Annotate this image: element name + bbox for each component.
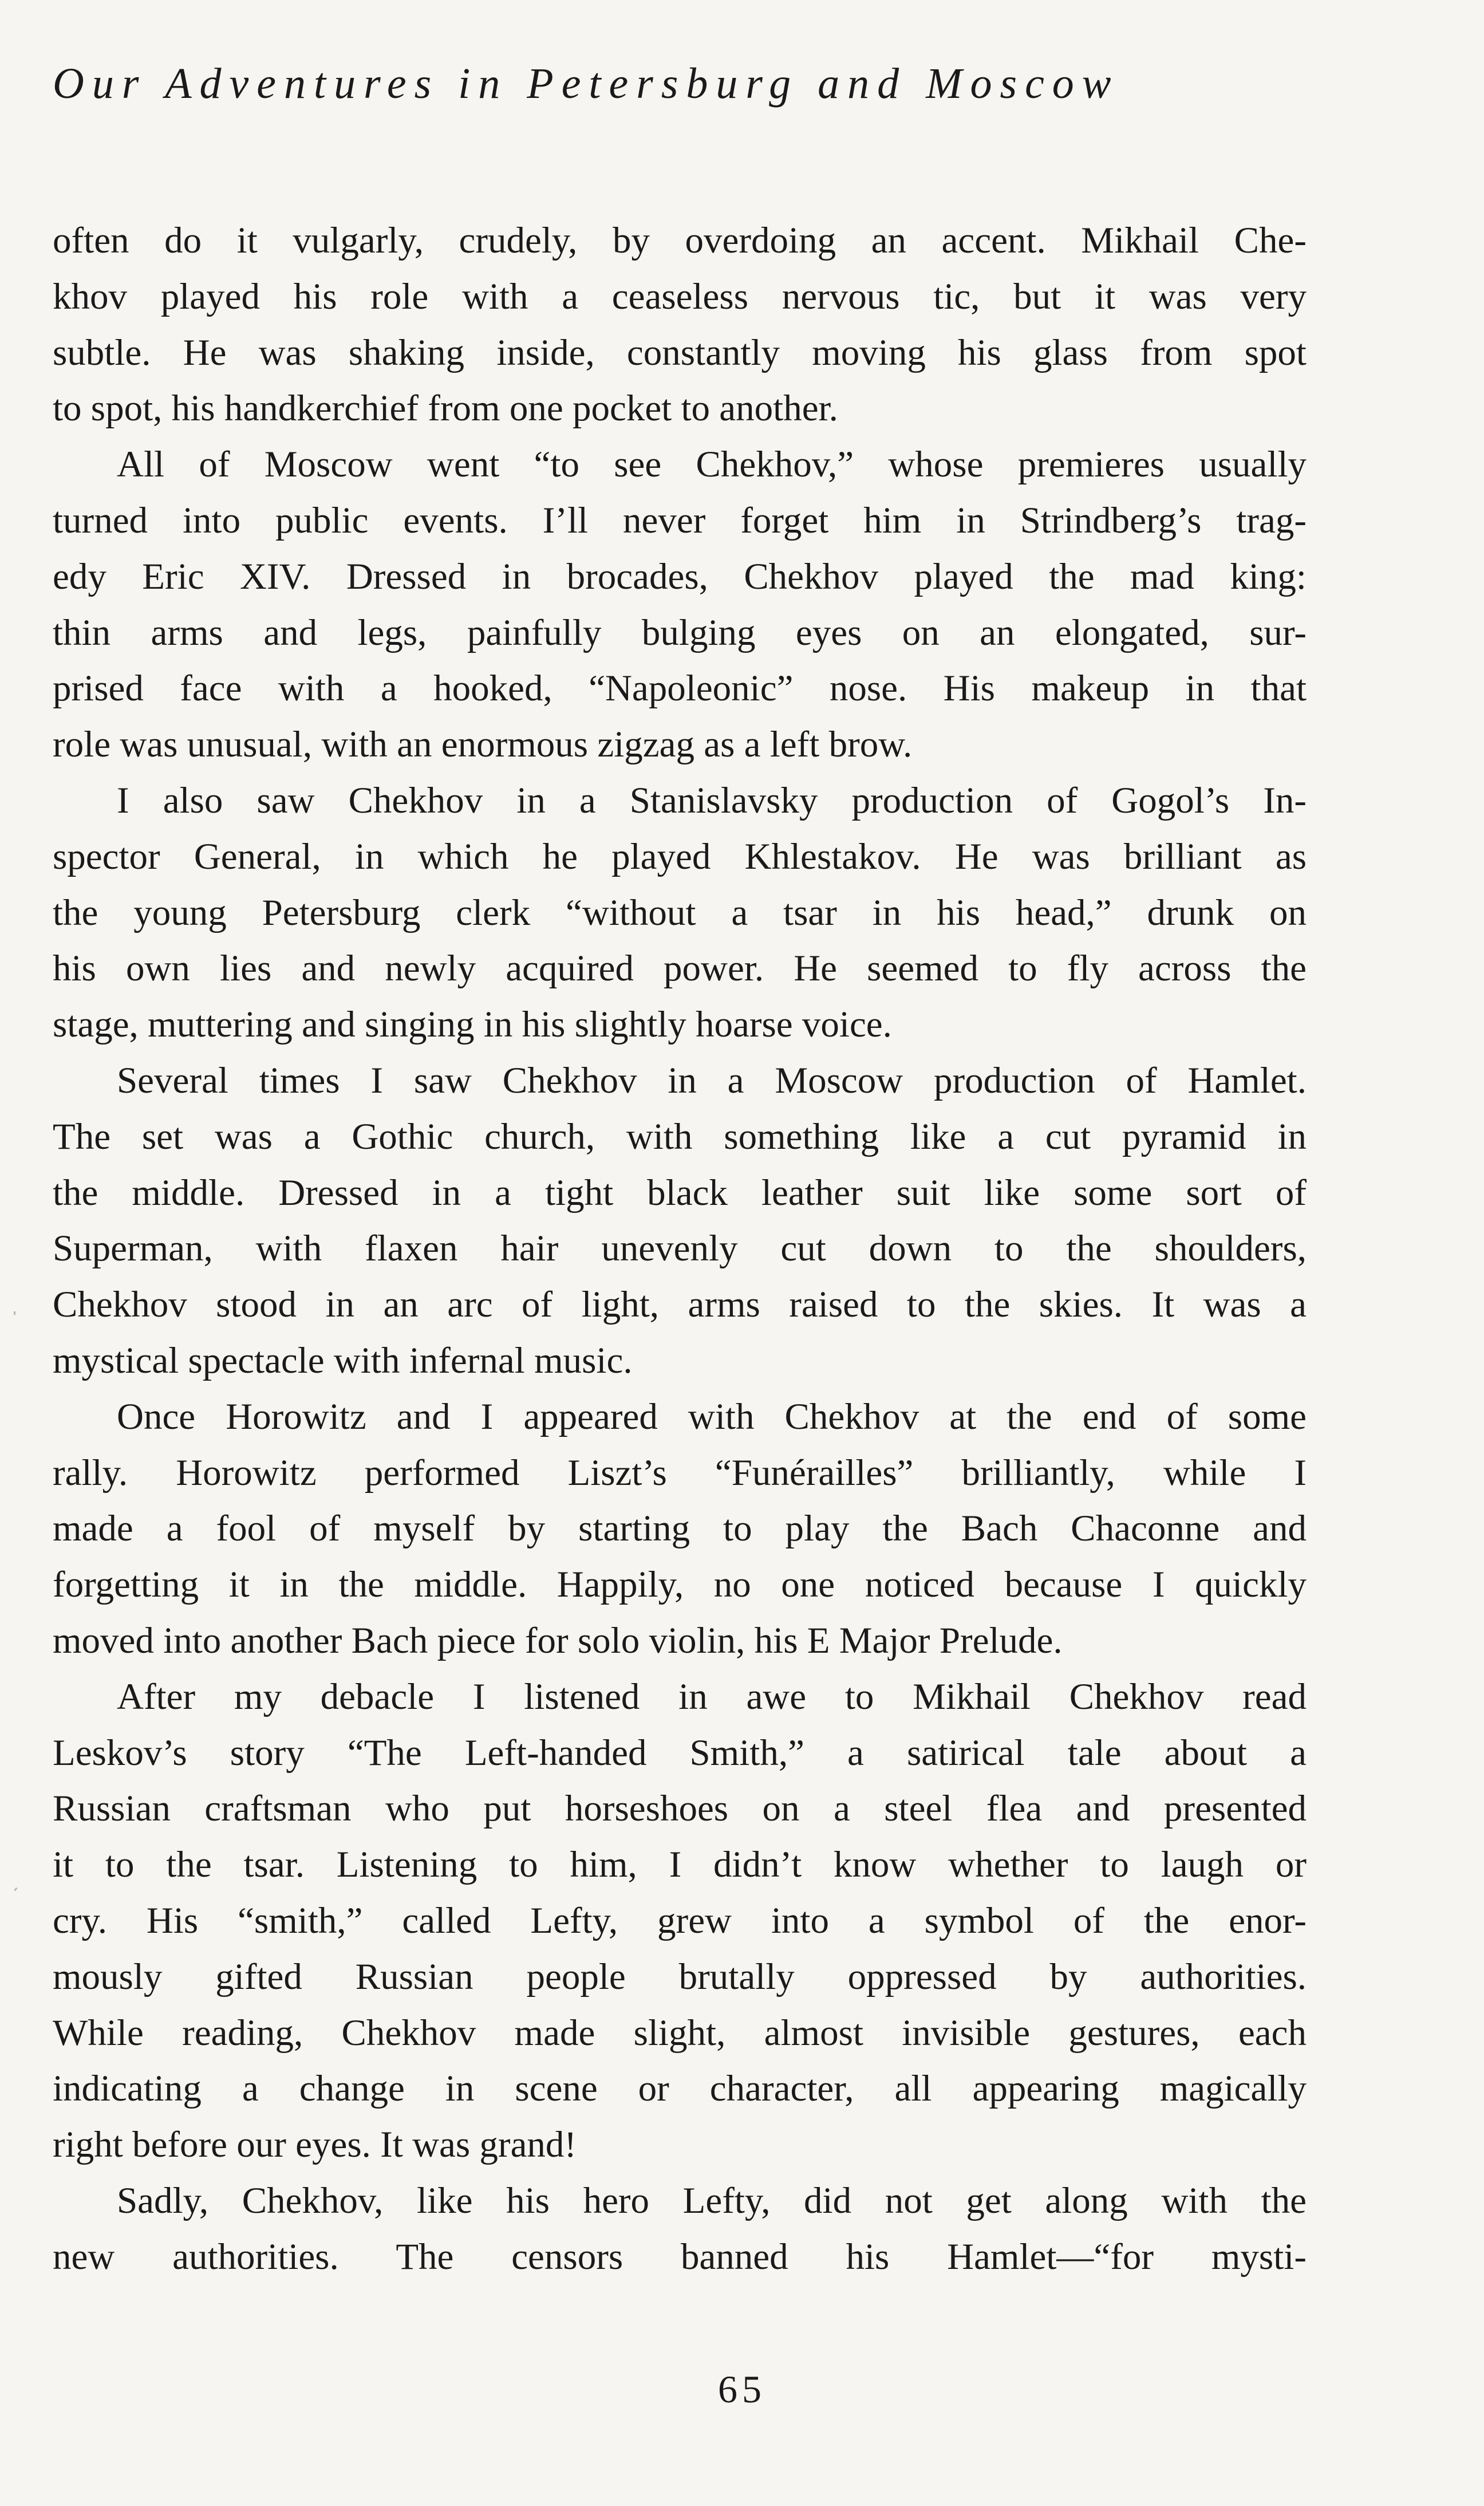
text-line: indicating a change in scene or character, all appearing magically xyxy=(53,2068,1307,2110)
text-line: All of Moscow went “to see Chekhov,” whose premieres usually xyxy=(117,444,1307,486)
text-line: While reading, Chekhov made slight, almost invisible gestures, each xyxy=(53,2012,1307,2054)
text-line: the young Petersburg clerk “without a tsar in his head,” drunk on xyxy=(53,892,1307,933)
text-line: edy Eric XIV. Dressed in brocades, Chekhov played the mad king: xyxy=(53,555,1307,597)
text-line: it to the tsar. Listening to him, I didn’t know whether to laugh or xyxy=(53,1844,1307,1886)
text-line: khov played his role with a ceaseless nervous tic, but it was very xyxy=(53,275,1307,317)
page-number: 65 xyxy=(718,2367,766,2411)
text-line: Several times I saw Chekhov in a Moscow production of Hamlet. xyxy=(117,1059,1307,1101)
text-line: turned into public events. I’ll never forget him in Strindberg’s trag- xyxy=(53,499,1307,541)
text-line: right before our eyes. It was grand! xyxy=(53,2124,577,2166)
text-line: thin arms and legs, painfully bulging eyes on an elongated, sur- xyxy=(53,612,1307,653)
text-line: moved into another Bach piece for solo violin, his E Major Prelude. xyxy=(53,1620,1063,1661)
page-speck xyxy=(14,1888,18,1892)
text-line: spector General, in which he played Khlestakov. He was brilliant as xyxy=(53,836,1307,877)
text-line: The set was a Gothic church, with something like a cut pyramid in xyxy=(53,1116,1307,1157)
text-line: made a fool of myself by starting to play the Bach Chaconne and xyxy=(53,1508,1307,1550)
text-line: mously gifted Russian people brutally oppressed by authorities. xyxy=(53,1956,1307,1997)
text-line: prised face with a hooked, “Napoleonic” nose. His makeup in that xyxy=(53,668,1307,710)
text-line: Once Horowitz and I appeared with Chekhov at the end of some xyxy=(117,1396,1307,1437)
text-line: often do it vulgarly, crudely, by overdoing an accent. Mikhail Che- xyxy=(53,220,1307,261)
text-line: his own lies and newly acquired power. He seemed to fly across the xyxy=(53,948,1307,990)
text-line: Superman, with flaxen hair unevenly cut down to the shoulders, xyxy=(53,1228,1307,1270)
text-line: After my debacle I listened in awe to Mikhail Chekhov read xyxy=(117,1676,1307,1717)
text-line: I also saw Chekhov in a Stanislavsky production of Gogol’s In- xyxy=(117,779,1307,821)
text-line: Russian craftsman who put horseshoes on a steel flea and presented xyxy=(53,1788,1307,1830)
page-speck xyxy=(14,1311,15,1315)
text-line: the middle. Dressed in a tight black leather suit like some sort of xyxy=(53,1172,1307,1213)
text-line: Chekhov stood in an arc of light, arms raised to the skies. It was a xyxy=(53,1284,1307,1326)
running-head: Our Adventures in Petersburg and Moscow xyxy=(53,60,1119,108)
text-line: Sadly, Chekhov, like his hero Lefty, did not get along with the xyxy=(117,2180,1307,2221)
text-line: role was unusual, with an enormous zigzag as a left brow. xyxy=(53,724,913,766)
text-line: to spot, his handkerchief from one pocket to another. xyxy=(53,388,838,430)
text-line: mystical spectacle with infernal music. xyxy=(53,1339,633,1381)
text-line: stage, muttering and singing in his slightly hoarse voice. xyxy=(53,1004,892,1046)
text-line: rally. Horowitz performed Liszt’s “Funérailles” brilliantly, while I xyxy=(53,1452,1307,1494)
text-line: cry. His “smith,” called Lefty, grew into a symbol of the enor- xyxy=(53,1900,1307,1941)
text-line: forgetting it in the middle. Happily, no one noticed because I quickly xyxy=(53,1564,1307,1606)
text-line: new authorities. The censors banned his Hamlet—“for mysti- xyxy=(53,2236,1307,2278)
body-text xyxy=(53,213,1307,2285)
text-line: subtle. He was shaking inside, constantly moving his glass from spot xyxy=(53,332,1307,373)
text-line: Leskov’s story “The Left-handed Smith,” a satirical tale about a xyxy=(53,1732,1307,1774)
